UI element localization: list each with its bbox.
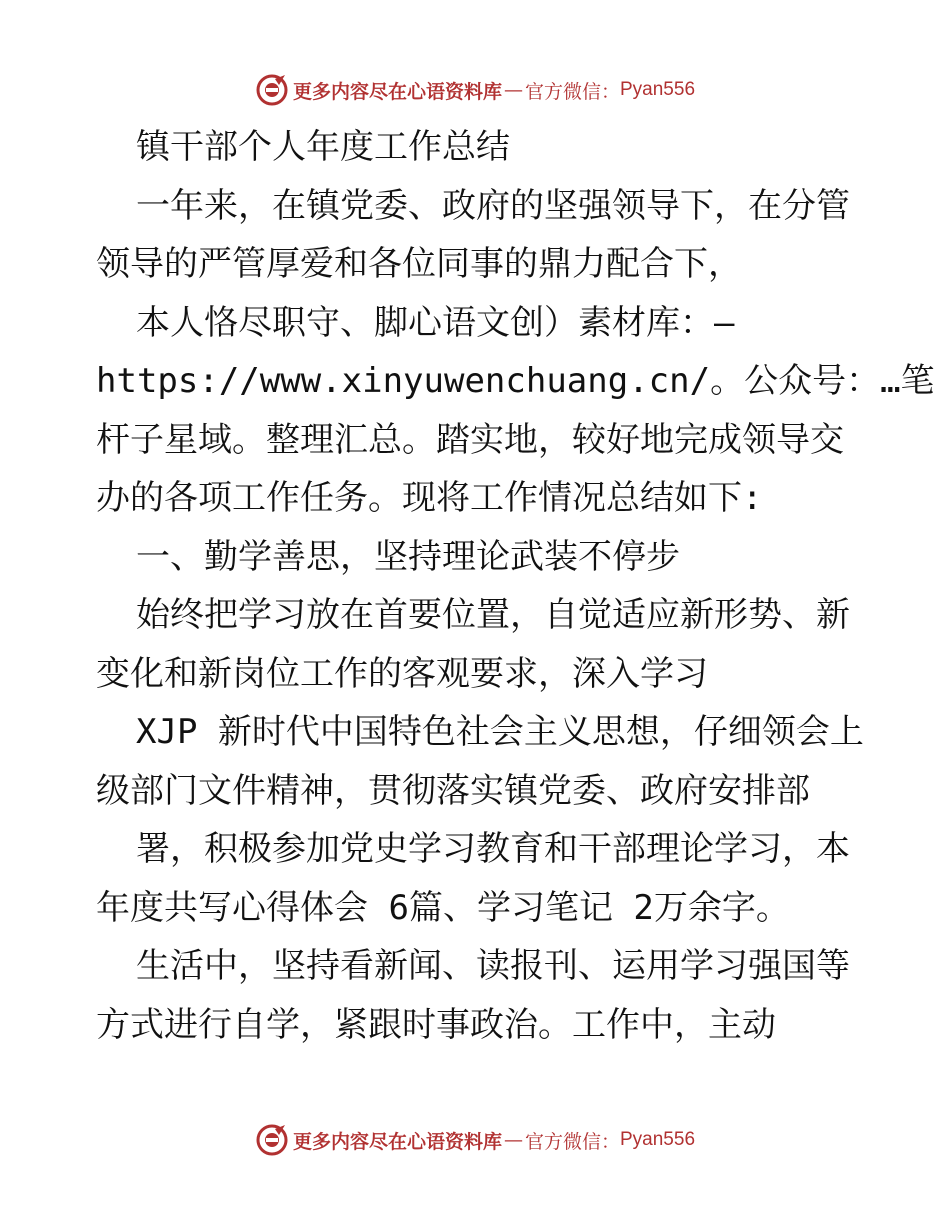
paragraph-line: 级部门文件精神，贯彻落实镇党委、政府安排部 (96, 770, 810, 811)
paragraph-line: 办的各项工作任务。现将工作情况总结如下: (96, 478, 763, 518)
paragraph-line: 年度共写心得体会 6篇、学习笔记 2万余字。 (96, 887, 790, 928)
watermark-separator: — (503, 1129, 523, 1151)
paragraph-line: 变化和新岗位工作的客观要求，深入学习 (96, 653, 708, 694)
watermark-wechat-id: Pyan556 (620, 79, 696, 100)
paragraph-line: 杆子星域。整理汇总。踏实地，较好地完成领导交 (96, 419, 844, 460)
paragraph-line: XJP 新时代中国特色社会主义思想，仔细领会上 (136, 712, 864, 752)
paragraph-line: 本人恪尽职守、脚心语文创）素材库：— (136, 302, 735, 343)
watermark-wechat-label: 官方微信： (524, 80, 620, 103)
brand-logo-icon (255, 73, 289, 107)
section-heading: 一、勤学善思，坚持理论武装不停步 (136, 536, 680, 577)
paragraph-line: https://www.xinyuwenchuang.cn/。公众号：…笔 (96, 361, 935, 401)
watermark-title: 更多内容尽在心语资料库 (292, 1130, 502, 1153)
paragraph-line: 方式进行自学，紧跟时事政治。工作中，主动 (96, 1004, 776, 1045)
footer-watermark (0, 1120, 950, 1160)
paragraph-line: 署，积极参加党史学习教育和干部理论学习，本 (136, 829, 850, 869)
brand-logo-icon (255, 1123, 289, 1157)
watermark-wechat-id: Pyan556 (620, 1129, 696, 1150)
watermark-title: 更多内容尽在心语资料库 (292, 80, 502, 103)
paragraph-line: 生活中，坚持看新闻、读报刊、运用学习强国等 (136, 946, 850, 986)
header-watermark (0, 70, 950, 110)
paragraph-line: 领导的严管厚爱和各位同事的鼎力配合下， (96, 244, 742, 284)
paragraph-line: 一年来，在镇党委、政府的坚强领导下，在分管 (136, 185, 850, 226)
watermark-wechat-label: 官方微信： (524, 1130, 620, 1153)
watermark-separator: — (503, 79, 523, 101)
document-body (96, 118, 935, 1054)
document-title: 镇干部个人年度工作总结 (136, 127, 510, 167)
paragraph-line: 始终把学习放在首要位置，自觉适应新形势、新 (136, 595, 850, 635)
